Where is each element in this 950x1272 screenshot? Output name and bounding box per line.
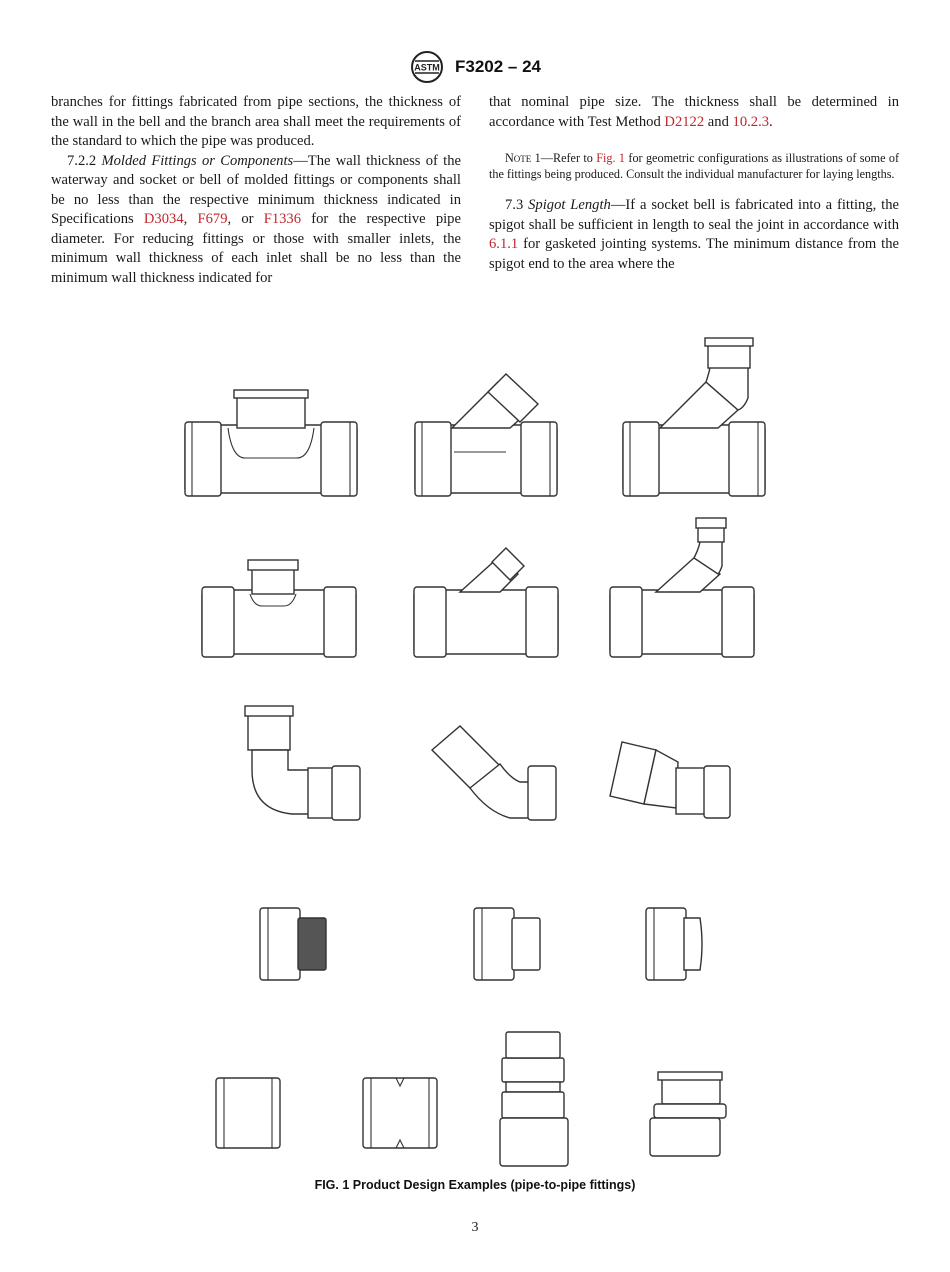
figure-caption: FIG. 1 Product Design Examples (pipe-to-pipe fittings) bbox=[314, 1178, 636, 1192]
note-1: Note 1—Refer to Fig. 1 for geometric configurations as illustrations of some of the fittings being produced. Consult the individual manufacturer for laying lengths. bbox=[489, 151, 900, 181]
right-column bbox=[489, 93, 899, 274]
reducing-wye-elbow-fitting-icon bbox=[610, 518, 754, 657]
ref-d3034-link[interactable]: D3034 bbox=[143, 211, 184, 227]
paragraph-7-2-2: 7.2.2 Molded Fittings or Components—The wall thickness of the waterway and socket or bell of molded fittings or components shall be no less than the respective minimum thickness indicated in Specifications D3034, F679, or F1336 for the respective pipe diameter. For reducing fittings or those with smaller inlets, the minimum wall thickness of each inlet shall be no less than the minimum wall thickness indicated for bbox=[51, 152, 461, 286]
page-header bbox=[0, 50, 950, 84]
astm-logo-icon bbox=[409, 50, 445, 84]
45-degree-elbow-fitting-icon bbox=[432, 726, 556, 820]
svg-text:ASTM: ASTM bbox=[414, 62, 440, 73]
ref-d2122-link[interactable]: D2122 bbox=[664, 113, 705, 130]
ref-f1336-link[interactable]: F1336 bbox=[263, 211, 302, 227]
paragraph-7-3: 7.3 Spigot Length—If a socket bell is fabricated into a fitting, the spigot shall be sufficient in length to seal the joint in accordance with 6.1.1 for gasketed jointing systems. The minimum distance from the spigot end to the area where the bbox=[489, 197, 899, 272]
standard-designation: F3202 – 24 bbox=[454, 57, 541, 76]
ref-6-1-1-link[interactable]: 6.1.1 bbox=[489, 236, 519, 252]
reducer-adapter-fitting-icon bbox=[474, 908, 540, 980]
reducing-bushing-fitting-icon bbox=[650, 1072, 726, 1156]
socket-adapter-fitting-icon bbox=[646, 908, 702, 980]
paragraph-7-2-1-continued: branches for fittings fabricated from pipe sections, the thickness of the wall in the bell and the branch area shall meet the requirements of the standard to which the pipe was produced. bbox=[51, 94, 461, 149]
page-number: 3 bbox=[471, 1220, 479, 1235]
spigot-adapter-fitting-icon bbox=[260, 908, 326, 980]
note-label: Note 1 bbox=[505, 151, 541, 165]
section-number: 7.2.2 bbox=[67, 152, 97, 169]
left-column bbox=[51, 93, 461, 288]
coupling-with-stop-fitting-icon bbox=[363, 1078, 437, 1148]
22-degree-elbow-fitting-icon bbox=[610, 742, 730, 818]
section-title: Spigot Length bbox=[528, 197, 611, 213]
tee-fitting-icon bbox=[185, 390, 357, 496]
wye-fitting-icon bbox=[415, 374, 557, 496]
90-degree-elbow-fitting-icon bbox=[245, 706, 360, 820]
ref-fig1-link[interactable]: Fig. 1 bbox=[596, 151, 626, 165]
section-title: Molded Fittings or Components bbox=[101, 152, 294, 169]
reducing-tee-fitting-icon bbox=[202, 560, 356, 657]
reducing-coupling-fitting-icon bbox=[500, 1032, 568, 1166]
section-number: 7.3 bbox=[505, 197, 524, 213]
wye-with-elbow-fitting-icon bbox=[623, 338, 765, 496]
reducing-wye-fitting-icon bbox=[414, 548, 558, 657]
fittings-figure bbox=[170, 330, 790, 1170]
ref-f679-link[interactable]: F679 bbox=[197, 211, 228, 227]
paragraph-7-2-2-continued: that nominal pipe size. The thickness shall be determined in accordance with Test Method D2122 and 10.2.3. bbox=[489, 94, 899, 130]
ref-10-2-3-link[interactable]: 10.2.3 bbox=[732, 113, 770, 130]
coupling-fitting-icon bbox=[216, 1078, 280, 1148]
